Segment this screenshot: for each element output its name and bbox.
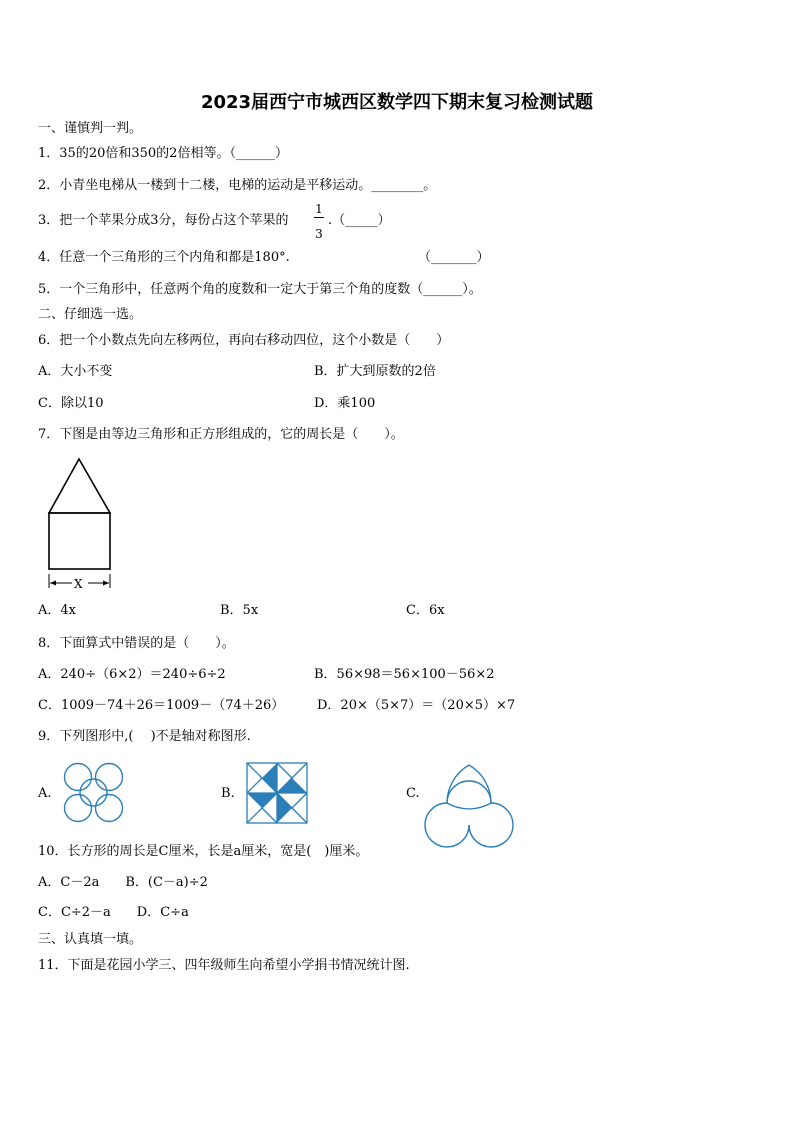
question-3-suffix: .（_____）	[328, 213, 391, 228]
question-8-option-d: D．20×（5×7）＝（20×5）×7	[317, 698, 516, 713]
pinwheel-figure	[246, 762, 308, 824]
question-9: 9．下列图形中,( )不是轴对称图形.	[38, 729, 251, 744]
question-8-option-c: C．1009－74＋26＝1009－（74＋26）	[38, 698, 285, 713]
question-10-options-a-b: A．C－2a B．(C－a)÷2	[38, 875, 208, 890]
section-1-heading: 一、谨慎判一判。	[38, 121, 143, 136]
equilateral-triangle	[49, 459, 110, 513]
fraction-numerator: 1	[315, 202, 323, 216]
question-2: 2．小青坐电梯从一楼到十二楼，电梯的运动是平移运动。________。	[38, 178, 437, 193]
question-5: 5．一个三角形中，任意两个角的度数和一定大于第三个角的度数（______）。	[38, 282, 482, 297]
question-6: 6．把一个小数点先向左移两位，再向右移动四位，这个小数是（ ）	[38, 333, 450, 348]
question-9-option-b: B.	[221, 786, 235, 801]
question-10-options-c-d: C．C÷2－a D．C÷a	[38, 905, 189, 920]
three-arc-knot-figure	[430, 756, 508, 830]
four-circle-flower-figure	[62, 762, 126, 824]
question-7-option-c: C．6x	[406, 603, 445, 618]
square	[49, 513, 110, 569]
question-8: 8．下面算式中错误的是（ ）。	[38, 636, 235, 651]
fraction-bar	[314, 217, 324, 218]
question-7-option-b: B．5x	[220, 603, 259, 618]
question-11: 11．下面是花园小学三、四年级师生向希望小学捐书情况统计图.	[38, 958, 410, 973]
question-9-option-a: A.	[38, 786, 52, 801]
side-length-label: X	[74, 577, 83, 591]
question-7: 7．下图是由等边三角形和正方形组成的，它的周长是（ ）。	[38, 427, 404, 442]
question-7-option-a: A．4x	[38, 603, 76, 618]
question-4-blank: （_______）	[418, 250, 490, 265]
question-8-option-b: B．56×98＝56×100－56×2	[314, 667, 495, 682]
question-4: 4．任意一个三角形的三个内角和都是180°.	[38, 250, 290, 265]
question-9-option-c: C.	[406, 786, 420, 801]
house-figure	[44, 456, 116, 592]
question-10: 10．长方形的周长是C厘米，长是a厘米，宽是( )厘米。	[38, 844, 369, 859]
fraction-denominator: 3	[315, 227, 323, 241]
page-title: 2023届西宁市城西区数学四下期末复习检测试题	[200, 92, 594, 113]
question-6-option-d: D．乘100	[314, 396, 376, 411]
question-6-option-b: B．扩大到原数的2倍	[314, 364, 436, 379]
question-8-option-a: A．240÷（6×2）＝240÷6÷2	[38, 667, 226, 682]
question-6-option-a: A．大小不变	[38, 364, 113, 379]
question-1: 1．35的20倍和350的2倍相等。（______）	[38, 146, 288, 161]
question-6-option-c: C．除以10	[38, 396, 104, 411]
section-3-heading: 三、认真填一填。	[38, 932, 143, 947]
section-2-heading: 二、仔细选一选。	[38, 307, 143, 322]
question-3-prefix: 3．把一个苹果分成3分，每份占这个苹果的	[38, 213, 289, 228]
